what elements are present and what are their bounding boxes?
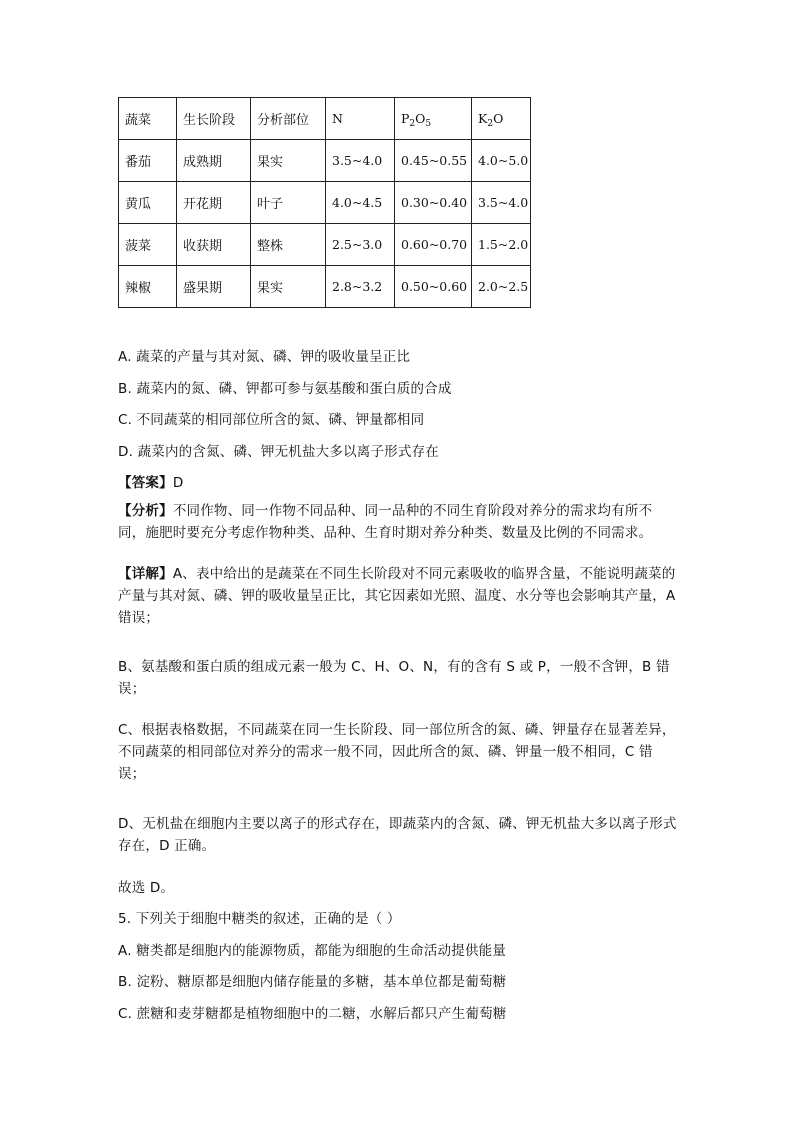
table-header-row <box>119 98 531 140</box>
detail-conclusion: 故选 D。 <box>118 880 175 896</box>
header-cell-p2o5: $P_2O_5$ <box>395 98 472 140</box>
table-cell: 2.8~3.2 <box>326 266 395 308</box>
nutrient-table <box>118 97 531 308</box>
analysis-label: 【分析】 <box>118 503 173 519</box>
header-cell: 分析部位 <box>251 98 326 140</box>
detail-paragraph-b: B、氨基酸和蛋白质的组成元素一般为 C、H、O、N，有的含有 S 或 P，一般不含钾，B 错误； <box>118 659 670 697</box>
answer-text: D <box>172 475 184 491</box>
table-cell: 番茄 <box>119 140 177 182</box>
option-b: B. 蔬菜内的氮、磷、钾都可参与氨基酸和蛋白质的合成 <box>118 381 452 397</box>
option-d: D. 蔬菜内的含氮、磷、钾无机盐大多以离子形式存在 <box>118 444 439 460</box>
table-row <box>119 266 531 308</box>
table-cell: 2.0~2.5 <box>472 266 531 308</box>
table-cell: 整株 <box>251 224 326 266</box>
table-cell: 菠菜 <box>119 224 177 266</box>
analysis-text: 不同作物、同一作物不同品种、同一品种的不同生育阶段对养分的需求均有所不同，施肥时要充分考虑作物种类、品种、生育时期对养分种类、数量及比例的不同需求。 <box>118 503 653 541</box>
table-cell: 3.5~4.0 <box>326 140 395 182</box>
question-5-stem: 5. 下列关于细胞中糖类的叙述，正确的是（ ） <box>118 911 401 927</box>
table-cell: 1.5~2.0 <box>472 224 531 266</box>
header-cell: 蔬菜 <box>119 98 177 140</box>
table-cell: 成熟期 <box>177 140 251 182</box>
table-cell: 0.45~0.55 <box>395 140 472 182</box>
table-cell: 收获期 <box>177 224 251 266</box>
detail-paragraph-d: D、无机盐在细胞内主要以离子的形式存在，即蔬菜内的含氮、磷、钾无机盐大多以离子形式存在，D 正确。 <box>118 816 677 854</box>
header-cell-k2o: $K_2O$ <box>472 98 531 140</box>
question-5-option-b: B. 淀粉、糖原都是细胞内储存能量的多糖，基本单位都是葡萄糖 <box>118 974 507 990</box>
table-cell: 0.30~0.40 <box>395 182 472 224</box>
table-cell: 盛果期 <box>177 266 251 308</box>
table-cell: 2.5~3.0 <box>326 224 395 266</box>
table-row <box>119 140 531 182</box>
answer-label: 【答案】 <box>118 475 173 491</box>
table-cell: 4.0~4.5 <box>326 182 395 224</box>
table-cell: 果实 <box>251 266 326 308</box>
table-cell: 辣椒 <box>119 266 177 308</box>
detail-paragraph-a <box>118 563 678 629</box>
table-row <box>119 224 531 266</box>
header-cell: 生长阶段 <box>177 98 251 140</box>
question-5-option-a: A. 糖类都是细胞内的能源物质，都能为细胞的生命活动提供能量 <box>118 943 507 959</box>
detail-paragraph-c: C、根据表格数据，不同蔬菜在同一生长阶段、同一部位所含的氮、磷、钾量存在显著差异，不同蔬菜的相同部位对养分的需求一般不同，因此所含的氮、磷、钾量一般不相同，C 错误； <box>118 722 676 782</box>
table-cell: 3.5~4.0 <box>472 182 531 224</box>
detail-label: 【详解】 <box>118 566 173 582</box>
table-cell: 0.50~0.60 <box>395 266 472 308</box>
analysis-paragraph <box>118 500 678 544</box>
table-cell: 果实 <box>251 140 326 182</box>
table-cell: 4.0~5.0 <box>472 140 531 182</box>
detail-a-text: A、表中给出的是蔬菜在不同生长阶段对不同元素吸收的临界含量，不能说明蔬菜的产量与其对氮、磷、钾的吸收量呈正比，其它因素如光照、温度、水分等也会影响其产量，A 错误； <box>118 566 676 626</box>
table-row <box>119 182 531 224</box>
option-a: A. 蔬菜的产量与其对氮、磷、钾的吸收量呈正比 <box>118 349 411 365</box>
table-cell: 0.60~0.70 <box>395 224 472 266</box>
table-cell: 黄瓜 <box>119 182 177 224</box>
option-c: C. 不同蔬菜的相同部位所含的氮、磷、钾量都相同 <box>118 412 425 428</box>
header-cell: N <box>326 98 395 140</box>
table-cell: 开花期 <box>177 182 251 224</box>
question-5-option-c: C. 蔗糖和麦芽糖都是植物细胞中的二糖，水解后都只产生葡萄糖 <box>118 1006 507 1022</box>
table-cell: 叶子 <box>251 182 326 224</box>
answer-line <box>118 471 183 491</box>
